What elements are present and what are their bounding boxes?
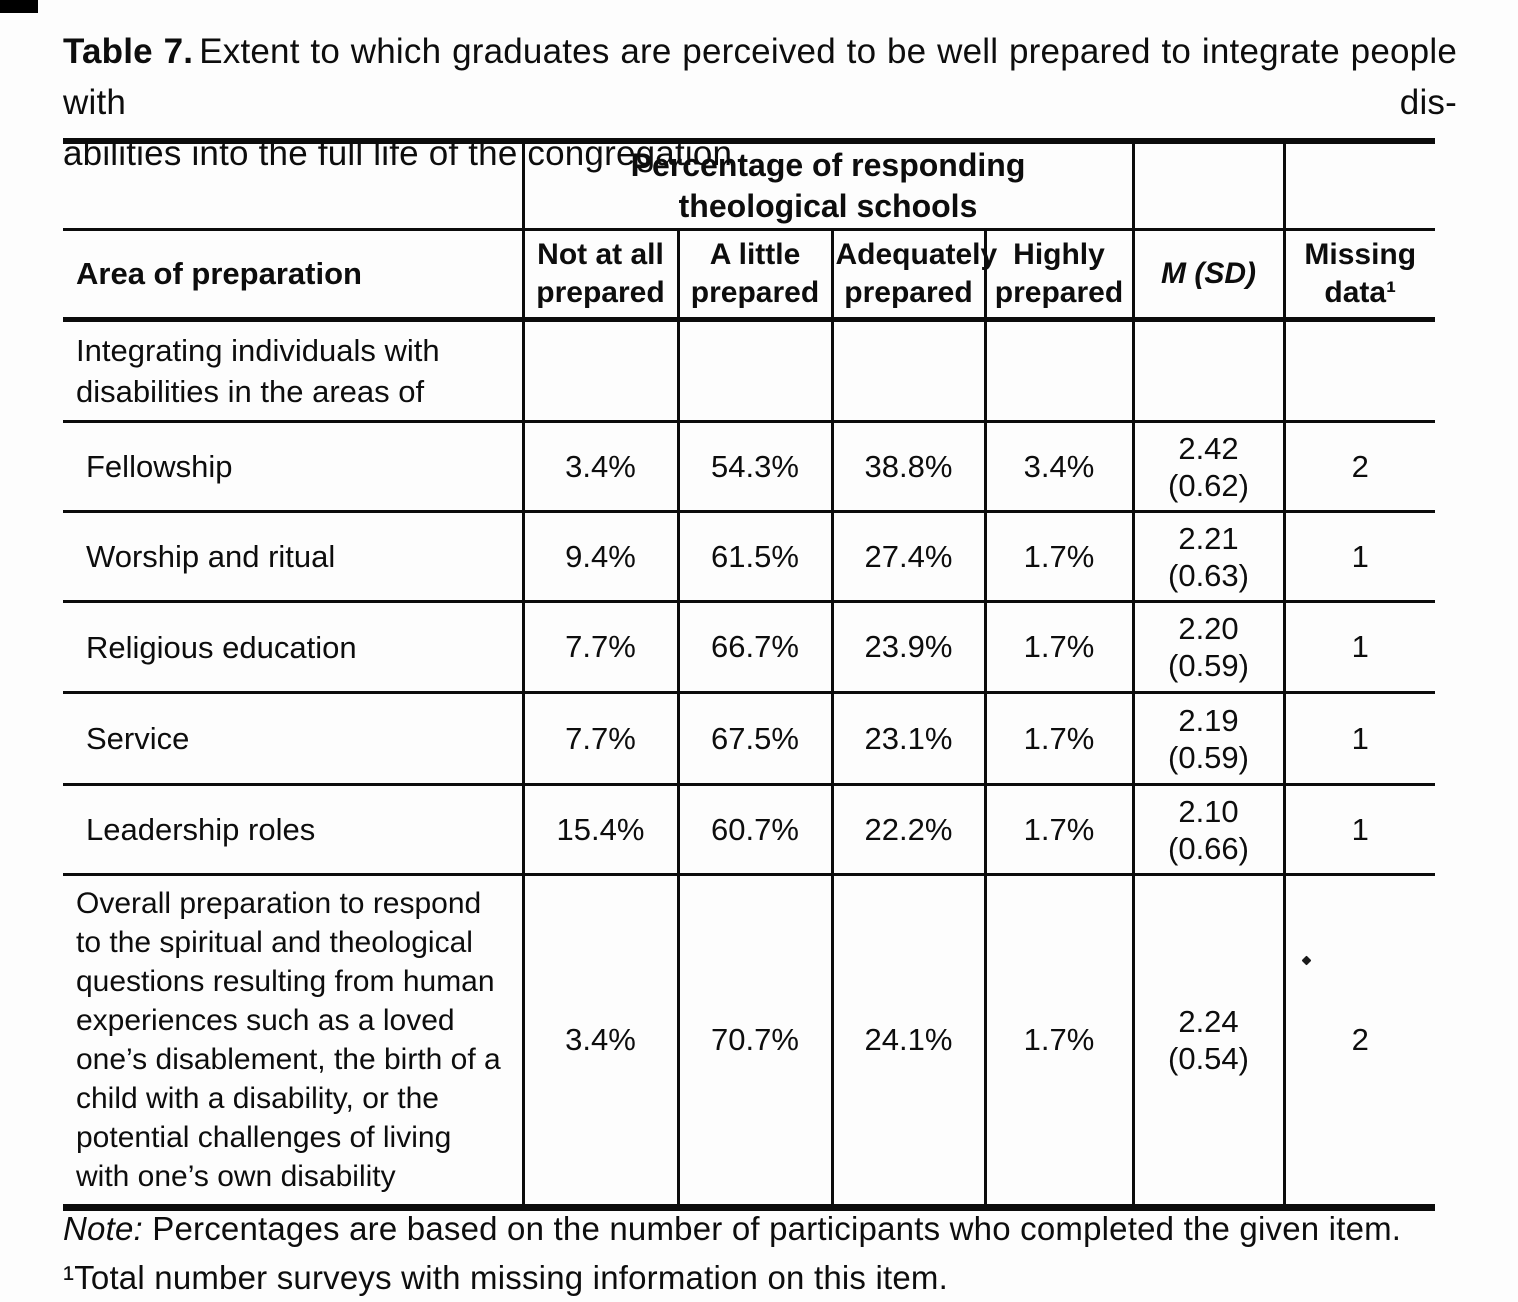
span-header-row	[63, 141, 1435, 230]
cell-msd	[1133, 422, 1284, 512]
cell-missing: 1	[1284, 785, 1435, 875]
cell-missing: 1	[1284, 693, 1435, 785]
table-row-worship	[63, 512, 1435, 602]
table-caption-number: Table 7.	[63, 32, 194, 71]
column-header-row	[63, 230, 1435, 320]
cell-highly: 1.7%	[985, 602, 1133, 693]
table-row-religious-education	[63, 602, 1435, 693]
footnote-text: ¹Total number surveys with missing information on this item.	[63, 1259, 948, 1296]
cell-adequately: 38.8%	[832, 422, 985, 512]
cell-adequately	[832, 320, 985, 422]
table-row-fellowship	[63, 422, 1435, 512]
cell-not-at-all	[523, 320, 678, 422]
cell-missing	[1284, 320, 1435, 422]
area-cell: Service	[63, 693, 523, 785]
area-cell-text: Overall preparation to respond to the spiritual and theological questions resulting from human experiences such as a loved one’s disablement, the birth of a child with a disability, or the potential challenges of living with one’s own disability	[76, 887, 501, 1193]
span-header-empty-missing	[1284, 141, 1435, 230]
cell-mean: 2.24	[1178, 1004, 1239, 1039]
column-header-msd: M (SD)	[1133, 230, 1284, 320]
cell-msd	[1133, 785, 1284, 875]
column-header-highly: Highly prepared	[985, 230, 1133, 320]
cell-not-at-all: 3.4%	[523, 422, 678, 512]
cell-mean: 2.19	[1178, 702, 1239, 738]
table-row-service	[63, 693, 1435, 785]
column-header-a-little: A little prepared	[678, 230, 832, 320]
cell-msd	[1133, 320, 1284, 422]
cell-not-at-all: 9.4%	[523, 512, 678, 602]
cell-sd: (0.59)	[1168, 648, 1249, 683]
cell-highly: 1.7%	[985, 512, 1133, 602]
cell-sd: (0.59)	[1168, 739, 1249, 775]
table-notes	[63, 1204, 1463, 1302]
column-header-not-at-all: Not at all prepared	[523, 230, 678, 320]
cell-not-at-all: 7.7%	[523, 602, 678, 693]
area-cell: Worship and ritual	[63, 512, 523, 602]
area-cell	[63, 875, 523, 1208]
cell-missing: 2	[1284, 422, 1435, 512]
column-header-adequately: Adequately prepared	[832, 230, 985, 320]
area-cell: Leadership roles	[63, 785, 523, 875]
cell-sd: (0.66)	[1168, 830, 1249, 866]
cell-adequately: 27.4%	[832, 512, 985, 602]
area-cell: Fellowship	[63, 422, 523, 512]
cell-a-little: 67.5%	[678, 693, 832, 785]
cell-adequately: 24.1%	[832, 875, 985, 1208]
note-label: Note:	[63, 1210, 143, 1247]
area-cell: Integrating individuals with disabilities in the areas of	[63, 320, 523, 422]
cell-mean: 2.21	[1178, 520, 1239, 556]
cell-a-little: 54.3%	[678, 422, 832, 512]
cell-mean: 2.10	[1178, 793, 1239, 829]
note-line	[63, 1204, 1463, 1253]
cell-highly: 1.7%	[985, 785, 1133, 875]
area-cell: Religious education	[63, 602, 523, 693]
cell-missing: 1	[1284, 602, 1435, 693]
cell-adequately: 22.2%	[832, 785, 985, 875]
table-caption-text-1: Extent to which graduates are perceived to be well prepared to integrate people with dis-	[63, 32, 1457, 122]
table-row-overall	[63, 875, 1435, 1208]
scan-artifact-corner	[0, 0, 38, 13]
cell-a-little: 70.7%	[678, 875, 832, 1208]
cell-adequately: 23.9%	[832, 602, 985, 693]
cell-not-at-all: 3.4%	[523, 875, 678, 1208]
table-caption-line1	[63, 26, 1457, 128]
table-caption-text-2: abilities into the full life of the congregation	[63, 134, 733, 173]
column-header-area: Area of preparation	[63, 230, 523, 320]
table-row-section	[63, 320, 1435, 422]
table-row-leadership	[63, 785, 1435, 875]
span-header-text: Percentage of responding theological schools	[630, 147, 1026, 224]
cell-highly: 3.4%	[985, 422, 1133, 512]
cell-sd: (0.63)	[1168, 557, 1249, 593]
cell-sd: (0.62)	[1168, 467, 1249, 503]
span-header-empty-msd	[1133, 141, 1284, 230]
cell-msd	[1133, 602, 1284, 693]
cell-missing: 1	[1284, 512, 1435, 602]
cell-sd: (0.54)	[1168, 1041, 1249, 1076]
note-text: Percentages are based on the number of participants who completed the given item.	[152, 1210, 1402, 1247]
cell-a-little: 61.5%	[678, 512, 832, 602]
cell-highly: 1.7%	[985, 693, 1133, 785]
cell-highly: 1.7%	[985, 875, 1133, 1208]
cell-msd	[1133, 512, 1284, 602]
cell-msd	[1133, 875, 1284, 1208]
cell-adequately: 23.1%	[832, 693, 985, 785]
cell-missing: 2	[1284, 875, 1435, 1208]
cell-msd	[1133, 693, 1284, 785]
cell-a-little: 60.7%	[678, 785, 832, 875]
cell-a-little	[678, 320, 832, 422]
cell-a-little: 66.7%	[678, 602, 832, 693]
span-header-empty-left	[63, 141, 523, 230]
column-header-missing-data: Missing data¹	[1284, 230, 1435, 320]
cell-not-at-all: 15.4%	[523, 785, 678, 875]
cell-not-at-all: 7.7%	[523, 693, 678, 785]
cell-highly	[985, 320, 1133, 422]
span-header-cell	[523, 141, 1133, 230]
cell-mean: 2.20	[1178, 611, 1239, 646]
cell-mean: 2.42	[1178, 430, 1239, 466]
data-table	[63, 138, 1435, 1211]
